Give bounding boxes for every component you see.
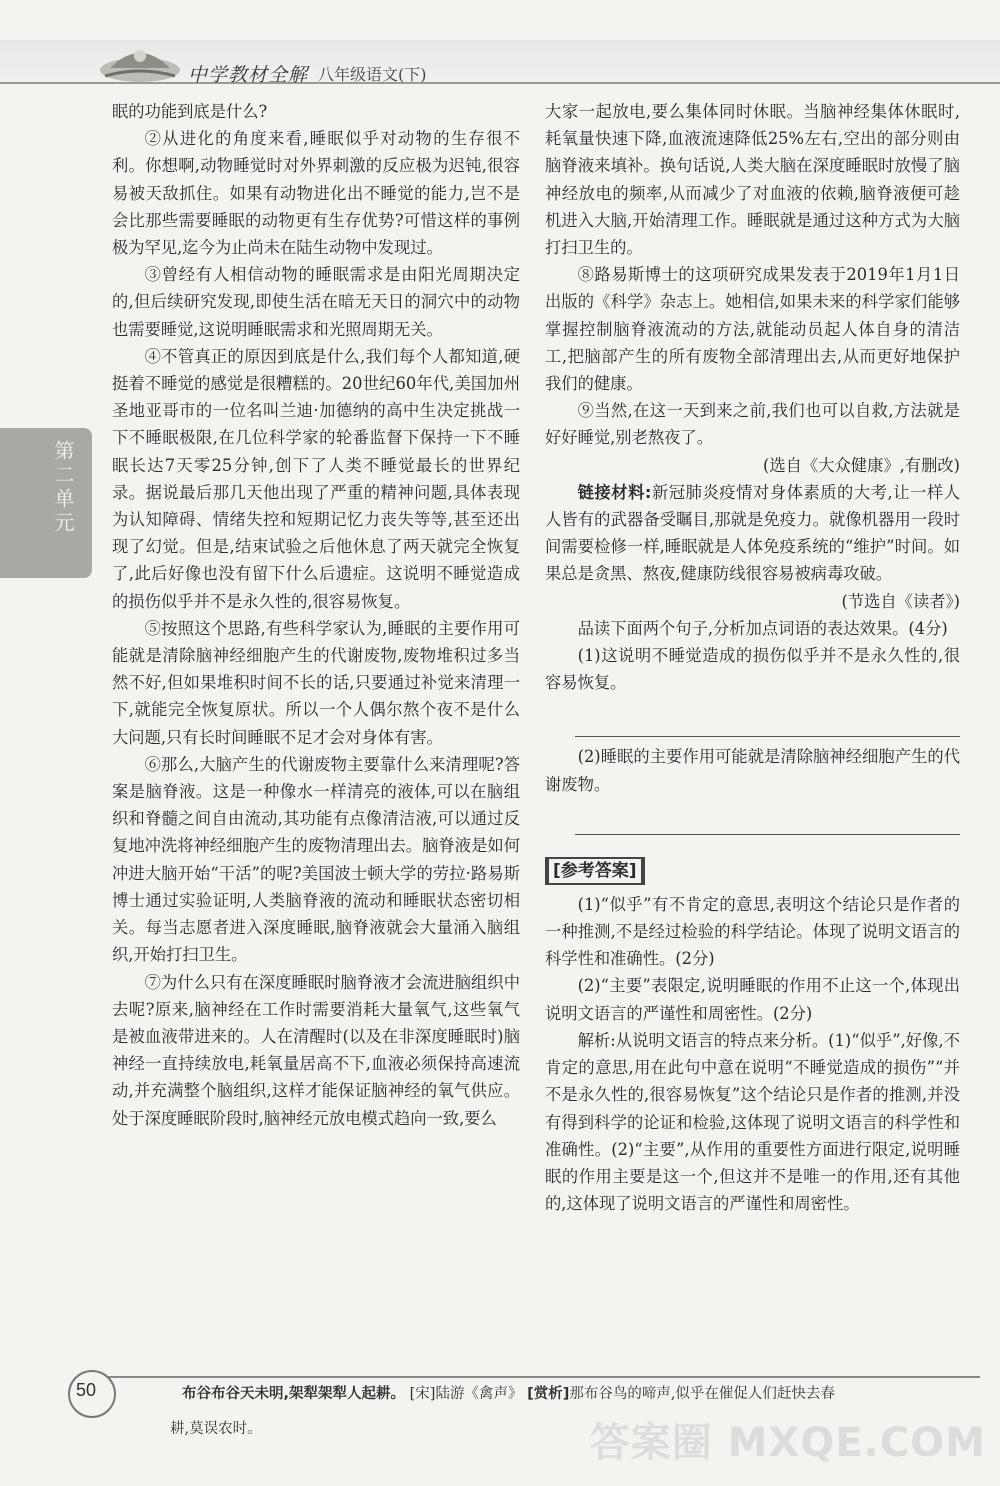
right-column xyxy=(545,98,960,1217)
answer-blank-line-1 xyxy=(575,736,960,737)
footer-poem-line: 布谷布谷天未明,架犁架犁人起耕。 xyxy=(182,1386,406,1402)
footer-quote xyxy=(182,1380,962,1408)
paragraph-9: ⑨当然,在这一天到来之前,我们也可以自救,方法就是好好睡觉,别老熬夜了。 xyxy=(545,401,960,448)
page-number: 50 xyxy=(76,1380,97,1400)
paragraph-7: ⑦为什么只有在深度睡眠时脑脊液才会流进脑组织中去呢?原来,脑神经在工作时需要消耗大量氧气,这些氧气是被血液带进来的。人在清醒时(以及在非深度睡眠时)脑神经一直持续放电,耗氧量居高不下,血液必须保持高速流动,并充满整个脑组织,这样才能保证脑神经的氧气供应。处于深度睡眠阶段时,脑神经元放电模式趋向一致,要么 xyxy=(112,972,520,1128)
paragraph-2: ②从进化的角度来看,睡眠似乎对动物的生存很不利。你想啊,动物睡觉时对外界刺激的反应极为迟钝,很容易被天敌抓住。如果有动物进化出不睡觉的能力,岂不是会比那些需要睡眠的动物更有生存优势?可惜这样的事例极为罕见,迄今为止尚未在陆生动物中发现过。 xyxy=(112,129,520,258)
footer-note-tail: 耕,莫误农时。 xyxy=(170,1421,262,1437)
book-subtitle: 八年级语文(下) xyxy=(318,65,427,84)
footer-note: 那布谷鸟的啼声,似乎在催促人们赶快去春 xyxy=(569,1386,835,1402)
question-item-1: (1)这说明不睡觉造成的损伤似乎并不是永久性的,很容易恢复。 xyxy=(545,646,960,693)
footer-poem-author: [宋]陆游《禽声》 xyxy=(409,1386,523,1402)
unit-tab xyxy=(0,428,92,578)
reference-answer-heading: [参考答案] xyxy=(545,857,645,885)
paragraph-8: ⑧路易斯博士的这项研究成果发表于2019年1月1日出版的《科学》杂志上。她相信,如果未来的科学家们能够掌握控制脑脊液流动的方法,就能动员起人体自身的清洁工,把脑部产生的所有废物全部清理出去,从而更好地保护我们的健康。 xyxy=(545,265,960,394)
paragraph-7-continued: 大家一起放电,要么集体同时休眠。当脑神经集体休眠时,耗氧量快速下降,血液流速降低25%左右,空出的部分则由脑脊液来填补。换句话说,人类大脑在深度睡眠时放慢了脑神经放电的频率,从而减少了对血液的依赖,脑脊液便可趁机进入大脑,开始清理工作。睡眠就是通过这种方式为大脑打扫卫生的。 xyxy=(545,102,960,258)
source-citation-1: (选自《大众健康》,有删改) xyxy=(763,455,960,475)
book-title: 中学教材全解 xyxy=(188,64,309,86)
link-material-label: 链接材料: xyxy=(577,482,652,502)
paragraph-4: ④不管真正的原因到底是什么,我们每个人都知道,硬挺着不睡觉的感觉是很糟糕的。20世纪60年代,美国加州圣地亚哥市的一位名叫兰迪·加德纳的高中生决定挑战一下不睡眠极限,在几位科学家的轮番监督下保持一下不睡眠长达7天零25分钟,创下了人类不睡觉最长的世界纪录。据说最后那几天他出现了严重的精神问题,具体表现为认知障碍、情绪失控和短期记忆力丧失等等,甚至还出现了幻觉。但是,结束试验之后他休息了两天就完全恢复了,此后好像也没有留下什么后遗症。这说明不睡觉造成的损伤似乎并不是永久性的,很容易恢复。 xyxy=(112,346,520,611)
answer-blank-line-2 xyxy=(575,834,960,835)
link-material xyxy=(545,479,960,588)
link-material-text: 新冠肺炎疫情对身体素质的大考,让一样人人皆有的武器备受瞩目,那就是免疫力。就像机器用一段时间需要检修一样,睡眠就是人体免疫系统的“维护”时间。如果总是贪黑、熬夜,健康防线很容易被病毒攻破。 xyxy=(545,482,961,584)
question-item-2: (2)睡眠的主要作用可能就是清除脑神经细胞产生的代谢废物。 xyxy=(545,747,960,794)
answer-analysis: 解析:从说明文语言的特点来分析。(1)“似乎”,好像,不肯定的意思,用在此句中意在说明“不睡觉造成的损伤”“并不是永久性的,很容易恢复”这个结论只是作者的推测,并没有得到科学的论证和检验,这体现了说明文语言的科学性和准确性。(2)“主要”,从作用的重要性方面进行限定,说明睡眠的作用主要是这一个,但这并不是唯一的作用,还有其他的,这体现了说明文语言的严谨性和周密性。 xyxy=(545,1030,960,1214)
paragraph-5: ⑤按照这个思路,有些科学家认为,睡眠的主要作用可能就是清除脑神经细胞产生的代谢废物,废物堆积过多当然不好,但如果堆积时间不长的话,只要通过补觉来清理一下,就能完全恢复原状。所以一个人偶尔熬个夜不是什么大问题,只有长时间睡眠不足才会对身体有害。 xyxy=(112,618,520,747)
answer-item-2: (2)“主要”表限定,说明睡眠的作用不止这一个,体现出说明文语言的严谨性和周密性。(2分) xyxy=(545,976,960,1023)
footer-note-label: [赏析] xyxy=(527,1386,570,1402)
paragraph-6: ⑥那么,大脑产生的代谢废物主要靠什么来清理呢?答案是脑脊液。这是一种像水一样清亮的液体,可以在脑组织和脊髓之间自由流动,其功能有点像清洁液,可以通过反复地冲洗将神经细胞产生的废物清理出去。脑脊液是如何冲进大脑开始“干活”的呢?美国波士顿大学的劳拉·路易斯博士通过实验证明,人类脑脊液的流动和睡眠状态密切相关。每当志愿者进入深度睡眠,脑脊液就会大量涌入脑组织,开始打扫卫生。 xyxy=(112,754,520,965)
answer-item-1: (1)“似乎”有不肯定的意思,表明这个结论只是作者的一种推测,不是经过检验的科学结论。体现了说明文语言的科学性和准确性。(2分) xyxy=(545,894,960,969)
watermark: 答案圈 MXQE.COM xyxy=(589,1420,986,1466)
paragraph-continued: 眠的功能到底是什么? xyxy=(112,102,268,121)
left-column xyxy=(112,98,520,1132)
unit-tab-label: 第二单元 xyxy=(51,440,75,536)
paragraph-3: ③曾经有人相信动物的睡眠需求是由阳光周期决定的,但后续研究发现,即使生活在暗无天日的洞穴中的动物也需要睡觉,这说明睡眠需求和光照周期无关。 xyxy=(112,265,520,339)
question-prompt: 品读下面两个句子,分析加点词语的表达效果。(4分) xyxy=(577,618,948,638)
footer-divider xyxy=(100,1376,980,1378)
source-citation-2: (节选自《读者》) xyxy=(841,591,960,611)
book-logo-icon xyxy=(95,42,185,86)
